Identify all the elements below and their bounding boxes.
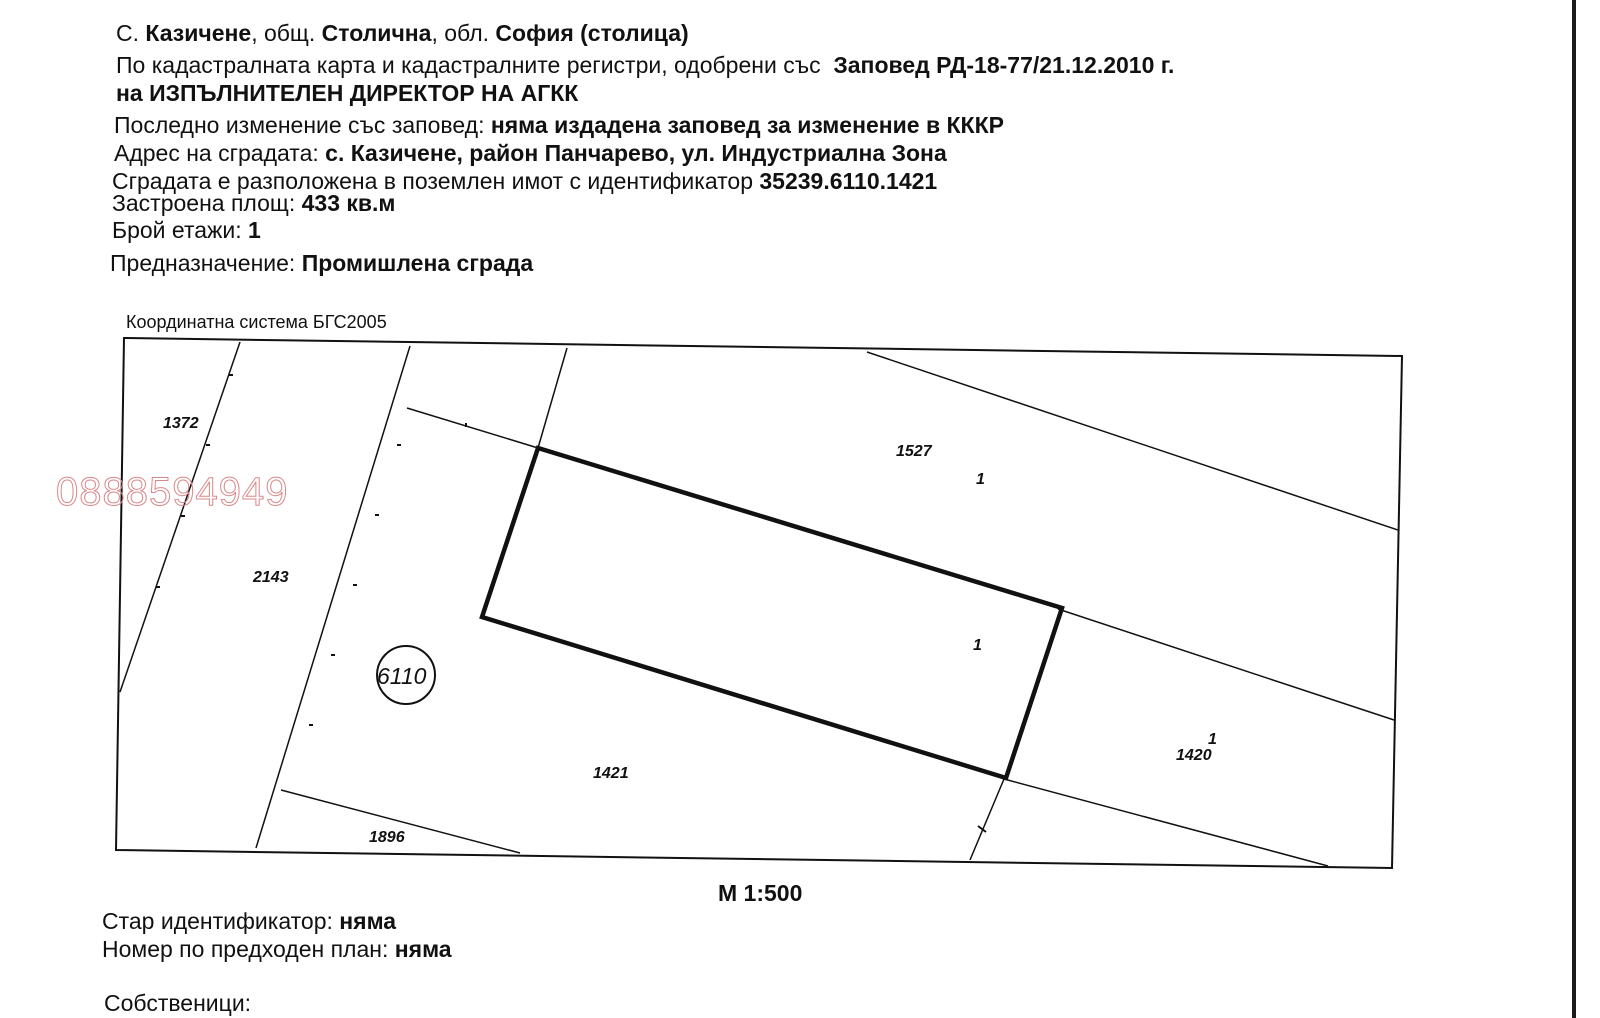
municipality-name: Столична [321, 20, 432, 46]
region-name: София (столица) [495, 20, 689, 46]
address-label: Адрес на сградата: [114, 140, 319, 166]
footer-prev-plan-line [102, 936, 452, 962]
boundary-1527-south [1058, 609, 1394, 720]
address-value: с. Казичене, район Панчарево, ул. Индустриална Зона [325, 140, 947, 166]
parcel-label-1896: 1896 [369, 829, 405, 846]
approval-order: Заповед РД-18-77/21.12.2010 г. [833, 52, 1175, 78]
building-outline [482, 448, 1062, 778]
area-value: 433 кв.м [301, 190, 396, 216]
footer-owners-label: Собственици: [104, 990, 252, 1016]
boundary-1372-2143 [120, 342, 240, 692]
phone-watermark: 0888594949 [56, 470, 289, 514]
scan-edge-line [1572, 0, 1576, 1018]
boundary-2143-6110 [256, 346, 410, 848]
building-label-1420: 1 [1208, 731, 1217, 748]
issuer-text: на ИЗПЪЛНИТЕЛЕН ДИРЕКТОР НА АГКК [116, 80, 579, 106]
boundary-top-1421 [407, 408, 538, 448]
purpose-label: Предназначение: [110, 250, 296, 276]
boundary-1527-west [538, 348, 567, 448]
settlement-name: Казичене [145, 20, 252, 46]
parcel-label-1527: 1527 [896, 443, 932, 460]
map-basis-text: По кадастралната карта и кадастралните регистри, одобрени със [116, 52, 821, 78]
building-label-1527: 1 [976, 471, 985, 488]
building-label-1421: 1 [973, 637, 982, 654]
region-number-label: 6110 [377, 663, 427, 689]
parcel-identifier: 35239.6110.1421 [759, 168, 938, 194]
purpose-value: Промишлена сграда [301, 250, 534, 276]
region-prefix: , обл. [431, 20, 490, 46]
boundary-1420-west [970, 779, 1004, 860]
old-id-label: Стар идентификатор: [102, 908, 333, 934]
floors-value: 1 [248, 217, 261, 243]
parcel-label-2143: 2143 [253, 569, 289, 586]
floors-label: Брой етажи: [112, 217, 242, 243]
map-frame [116, 338, 1402, 868]
prev-plan-value: няма [394, 936, 452, 962]
settlement-prefix: С. [116, 20, 139, 46]
municipality-prefix: , общ. [251, 20, 316, 46]
parcel-label: Сградата е разположена в поземлен имот с идентификатор [112, 168, 753, 194]
boundary-1420-south [1004, 779, 1328, 866]
parcel-label-1372: 1372 [163, 415, 199, 432]
prev-plan-label: Номер по предходен план: [102, 936, 389, 962]
boundary-1527-north [867, 352, 1398, 530]
parcel-label-1420: 1420 [1176, 747, 1212, 764]
last-change-value: няма издадена заповед за изменение в КККР [490, 112, 1004, 138]
parcel-label-1421: 1421 [593, 765, 629, 782]
area-label: Застроена площ: [112, 190, 296, 216]
last-change-label: Последно изменение със заповед: [114, 112, 485, 138]
coordinate-system-label: Координатна система БГС2005 [126, 312, 387, 332]
map-scale: М 1:500 [718, 880, 803, 906]
footer-old-id-line [102, 908, 396, 934]
old-id-value: няма [339, 908, 397, 934]
boundary-ticks [156, 375, 986, 832]
